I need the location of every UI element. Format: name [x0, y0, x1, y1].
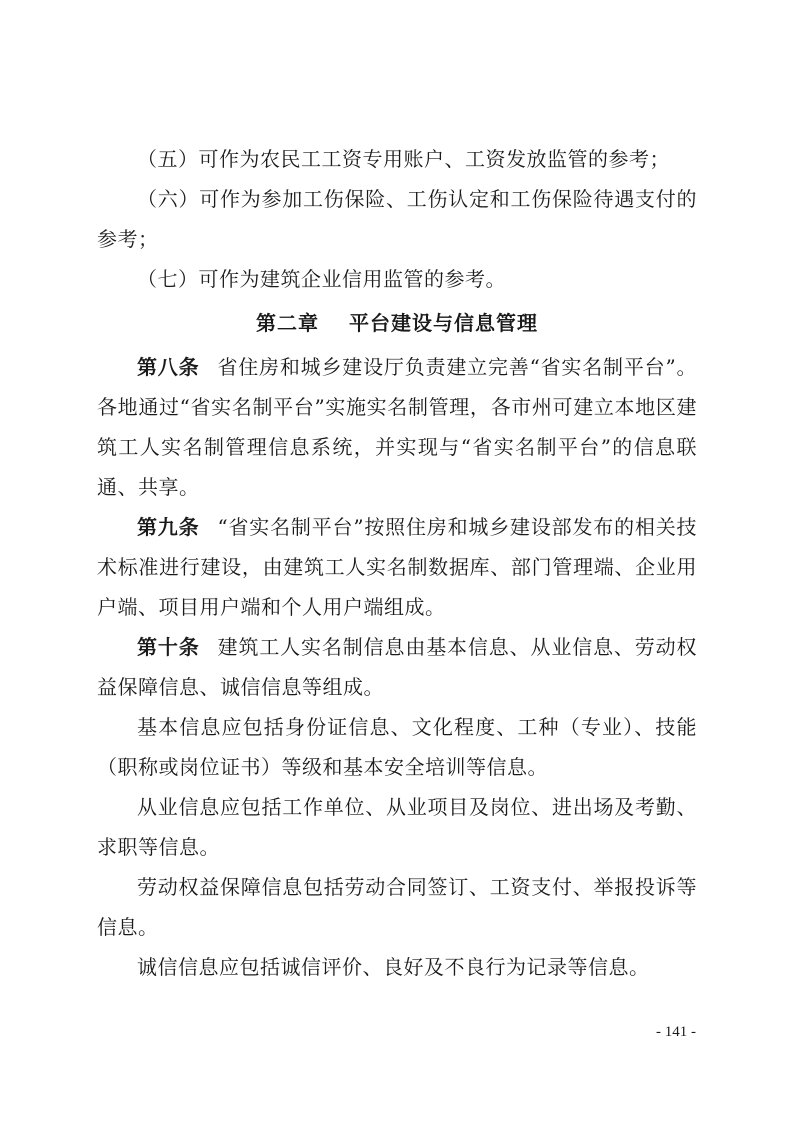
- article-ten-label: 第十条: [137, 635, 200, 659]
- article-eight: [97, 347, 697, 507]
- employment-info-paragraph: 从业信息应包括工作单位、从业项目及岗位、进出场及考勤、求职等信息。: [97, 795, 697, 859]
- article-ten-text: 建筑工人实名制信息由基本信息、从业信息、劳动权益保障信息、诚信信息等组成。: [97, 635, 698, 699]
- chapter-title: 平台建设与信息管理: [349, 311, 538, 335]
- article-ten: [97, 627, 697, 707]
- document-body: [97, 139, 697, 987]
- clause-seven: （七）可作为建筑企业信用监管的参考。: [137, 267, 506, 291]
- chapter-heading: [97, 303, 697, 343]
- chapter-number: 第二章: [256, 311, 319, 335]
- article-nine-label: 第九条: [137, 515, 200, 539]
- basic-info-paragraph: 基本信息应包括身份证信息、文化程度、工种（专业）、技能（职称或岗位证书）等级和基本安全培训等信息。: [97, 715, 697, 779]
- article-nine-text: “省实名制平台”按照住房和城乡建设部发布的相关技术标准进行建设，由建筑工人实名制数据库、部门管理端、企业用户端、项目用户端和个人用户端组成。: [97, 515, 698, 619]
- clause-five: （五）可作为农民工工资专用账户、工资发放监管的参考；: [137, 147, 670, 171]
- page-number: - 141 -: [656, 1024, 696, 1040]
- credit-info-paragraph: 诚信信息应包括诚信评价、良好及不良行为记录等信息。: [137, 955, 650, 979]
- labor-rights-paragraph: 劳动权益保障信息包括劳动合同签订、工资支付、举报投诉等信息。: [97, 875, 697, 939]
- article-eight-text: 省住房和城乡建设厅负责建立完善“省实名制平台”。各地通过“省实名制平台”实施实名制管理，各市州可建立本地区建筑工人实名制管理信息系统，并实现与“省实名制平台”的信息联通、共享。: [97, 355, 698, 499]
- article-eight-label: 第八条: [137, 355, 200, 379]
- clause-six: （六）可作为参加工伤保险、工伤认定和工伤保险待遇支付的参考；: [97, 187, 697, 251]
- article-nine: [97, 507, 697, 627]
